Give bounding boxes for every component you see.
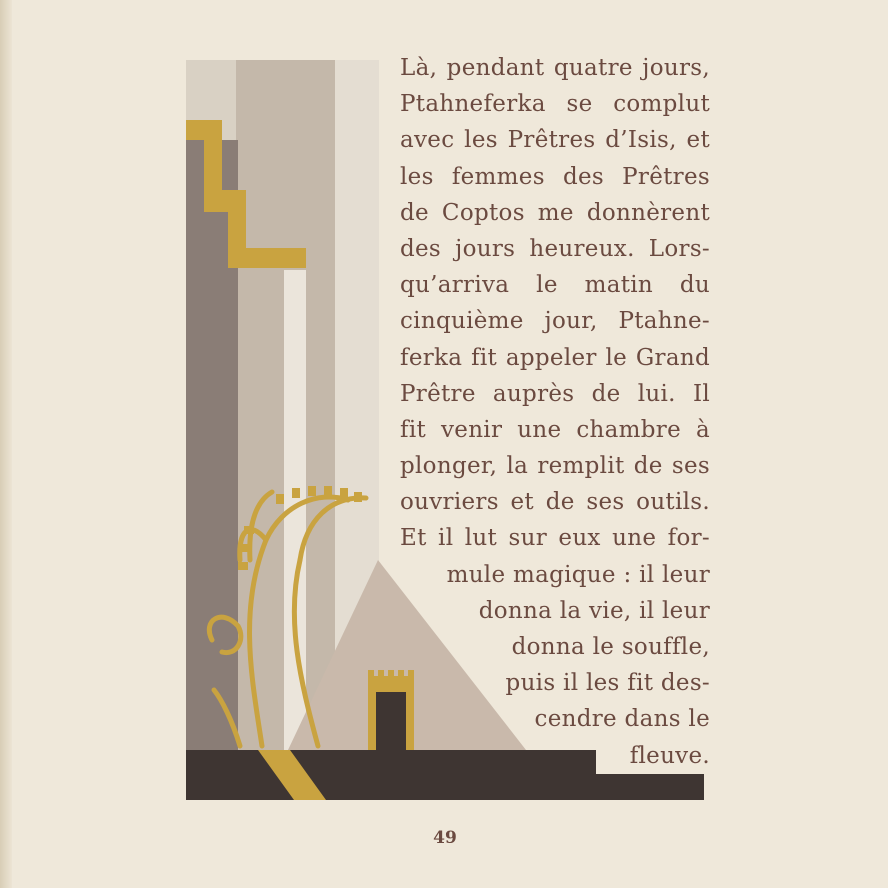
- text-line: fleuve.: [629, 742, 710, 769]
- text-line: avec les Prêtres d’Isis, et: [400, 127, 710, 154]
- text-line: donna la vie, il leur: [478, 597, 710, 624]
- text-line: cendre dans le: [534, 706, 710, 733]
- page-number: 49: [433, 828, 457, 848]
- text-line: des jours heureux. Lors-: [400, 235, 710, 262]
- text-line: ouvriers et de ses outils.: [400, 489, 710, 516]
- text-line: cinquième jour, Ptahne-: [400, 308, 710, 335]
- text-line: Et il lut sur eux une for-: [400, 525, 710, 552]
- text-line: Prêtre auprès de lui. Il: [400, 380, 710, 407]
- body-text: [400, 50, 710, 774]
- text-line: puis il les fit des-: [505, 670, 710, 697]
- text-line: fit venir une chambre à: [400, 416, 710, 443]
- text-line: ferka fit appeler le Grand: [400, 344, 710, 371]
- text-line: Là, pendant quatre jours,: [400, 55, 710, 81]
- text-line: qu’arriva le matin du: [400, 272, 710, 299]
- text-line: mule magique : il leur: [446, 561, 710, 588]
- text-line: les femmes des Prêtres: [400, 163, 710, 190]
- text-line: Ptahneferka se complut: [400, 91, 710, 118]
- text-line: plonger, la remplit de ses: [400, 453, 710, 480]
- text-line: de Coptos me donnèrent: [400, 199, 710, 226]
- text-line: donna le souffle,: [511, 634, 710, 660]
